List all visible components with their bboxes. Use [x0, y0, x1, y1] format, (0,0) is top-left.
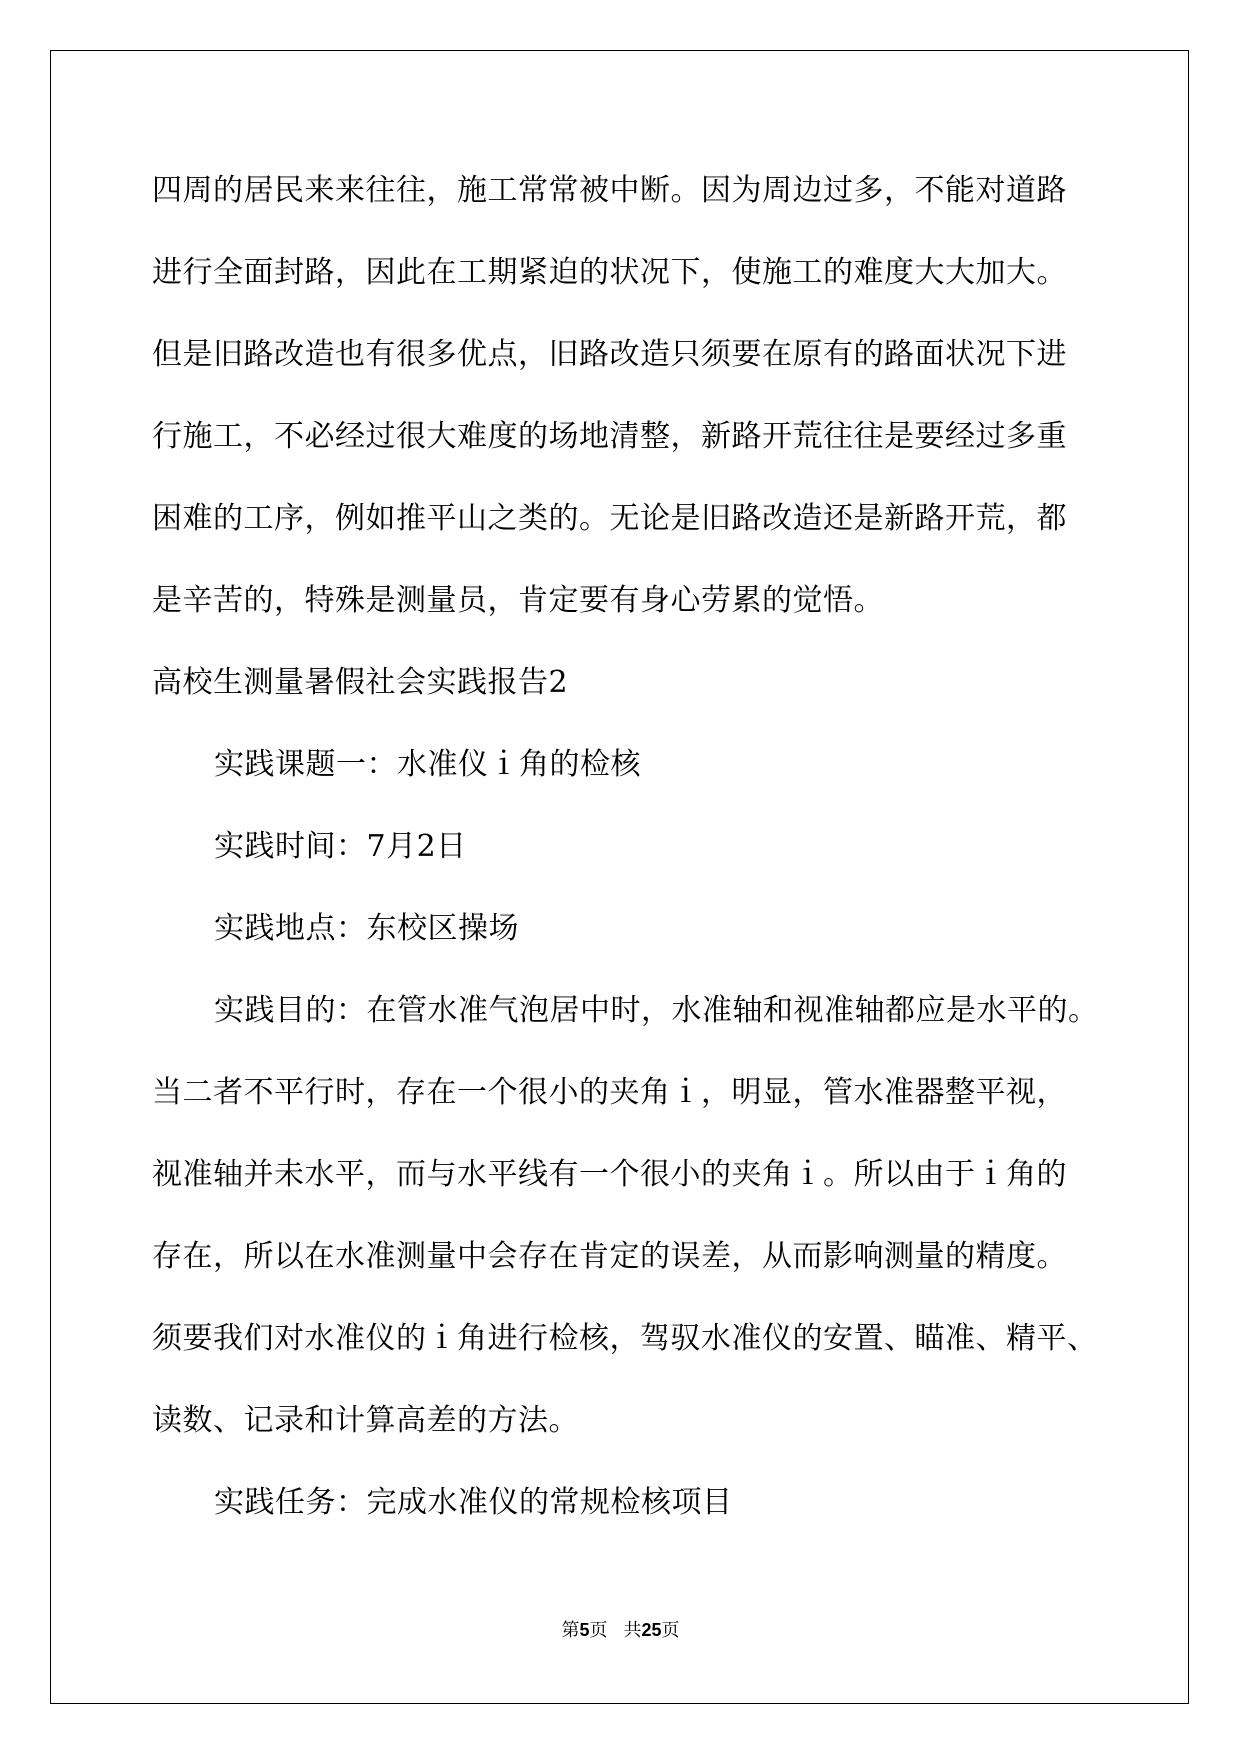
page-border — [50, 50, 1189, 1704]
text-line: 实践地点：东校区操场 — [214, 911, 519, 946]
text-line: 行施工，不必经过很大难度的场地清整，新路开荒往往是要经过多重 — [152, 419, 1067, 454]
text-line: 存在，所以在水准测量中会存在肯定的误差，从而影响测量的精度。 — [152, 1239, 1067, 1274]
text-line: 实践时间：7月2日 — [214, 829, 467, 864]
page-prefix: 第 — [561, 1620, 580, 1641]
section-heading: 高校生测量暑假社会实践报告2 — [152, 665, 569, 700]
text-line: 是辛苦的，特殊是测量员，肯定要有身心劳累的觉悟。 — [152, 583, 884, 618]
page-suffix: 页 — [589, 1620, 608, 1641]
page-number: 5 — [579, 1620, 590, 1640]
text-line: 四周的居民来来往往，施工常常被中断。因为周边过多，不能对道路 — [152, 173, 1067, 208]
text-line: 实践目的：在管水准气泡居中时，水准轴和视准轴都应是水平的。 — [214, 993, 1099, 1028]
text-line: 当二者不平行时，存在一个很小的夹角ｉ，明显，管水准器整平视， — [152, 1075, 1067, 1110]
page-footer — [0, 1620, 1241, 1641]
text-line: 困难的工序，例如推平山之类的。无论是旧路改造还是新路开荒，都 — [152, 501, 1067, 536]
text-line: 实践课题一：水准仪ｉ角的检核 — [214, 747, 641, 782]
text-line: 实践任务：完成水准仪的常规检核项目 — [214, 1485, 733, 1520]
text-line: 进行全面封路，因此在工期紧迫的状况下，使施工的难度大大加大。 — [152, 255, 1067, 290]
text-line: 但是旧路改造也有很多优点，旧路改造只须要在原有的路面状况下进 — [152, 337, 1067, 372]
text-line: 视准轴并未水平，而与水平线有一个很小的夹角ｉ。所以由于ｉ角的 — [152, 1157, 1067, 1192]
text-line: 须要我们对水准仪的ｉ角进行检核，驾驭水准仪的安置、瞄准、精平、 — [152, 1321, 1098, 1356]
total-pages: 25 — [641, 1620, 662, 1640]
text-line: 读数、记录和计算高差的方法。 — [152, 1403, 579, 1438]
total-suffix: 页 — [661, 1620, 680, 1641]
total-prefix: 共 — [623, 1620, 642, 1641]
